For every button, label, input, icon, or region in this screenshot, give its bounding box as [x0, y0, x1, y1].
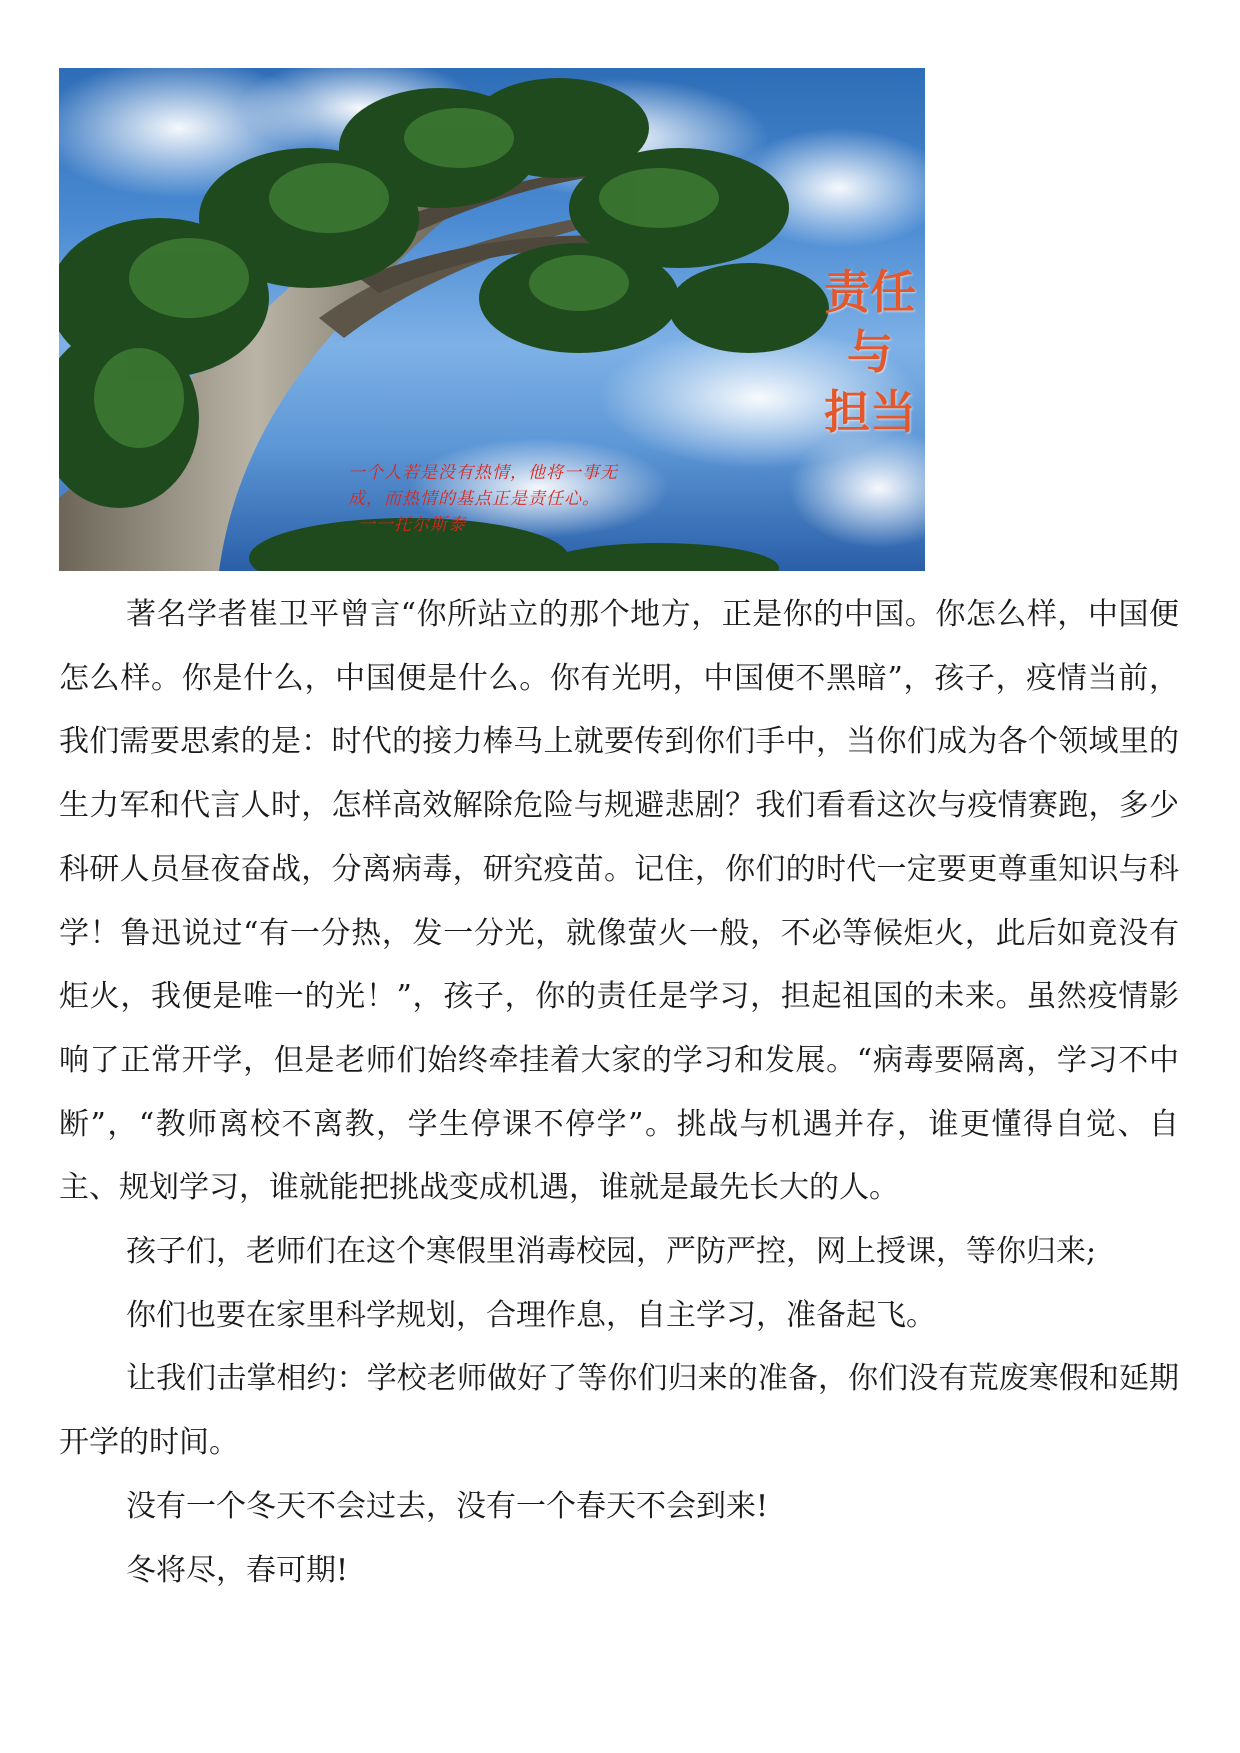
banner-title: [815, 262, 925, 442]
article-body: [59, 583, 1179, 1602]
quote-author: 一一托尔斯泰: [358, 515, 466, 535]
quote-line: 一个人若是没有热情，他将一事无: [348, 463, 618, 483]
paragraph: 没有一个冬天不会过去，没有一个春天不会到来!: [126, 1488, 769, 1524]
banner-quote: [348, 460, 788, 538]
paragraph: 让我们击掌相约：学校老师做好了等你们归来的准备，你们没有荒废寒假和延期开学的时间。: [59, 1361, 1179, 1461]
paragraph: 冬将尽，春可期!: [126, 1552, 349, 1588]
banner-title-line: 责任: [824, 265, 916, 319]
banner-title-line: 担当: [824, 385, 916, 439]
banner-title-line: 与: [847, 325, 893, 379]
banner-image: [59, 68, 925, 571]
paragraph: 孩子们，老师们在这个寒假里消毒校园，严防严控，网上授课，等你归来;: [126, 1234, 1097, 1270]
paragraph: 著名学者崔卫平曾言“你所站立的那个地方，正是你的中国。你怎么样，中国便怎么样。你是什么，中国便是什么。你有光明，中国便不黑暗”，孩子，疫情当前，我们需要思索的是：时代的接力棒马上就要传到你们手中，当你们成为各个领域里的生力军和代言人时，怎样高效解除危险与规避悲剧？我们看看这次与疫情赛跑，多少科研人员昼夜奋战，分离病毒，研究疫苗。记住，你们的时代一定要更尊重知识与科学！鲁迅说过“有一分热，发一分光，就像萤火一般，不必等候炬火，此后如竟没有炬火，我便是唯一的光！”，孩子，你的责任是学习，担起祖国的未来。虽然疫情影响了正常开学，但是老师们始终牵挂着大家的学习和发展。“病毒要隔离，学习不中断”，“教师离校不离教，学生停课不停学”。挑战与机遇并存，谁更懂得自觉、自主、规划学习，谁就能把挑战变成机遇，谁就是最先长大的人。: [59, 597, 1179, 1206]
paragraph: 你们也要在家里科学规划，合理作息，自主学习，准备起飞。: [126, 1297, 936, 1333]
quote-line: 成，而热情的基点正是责任心。: [348, 489, 600, 509]
